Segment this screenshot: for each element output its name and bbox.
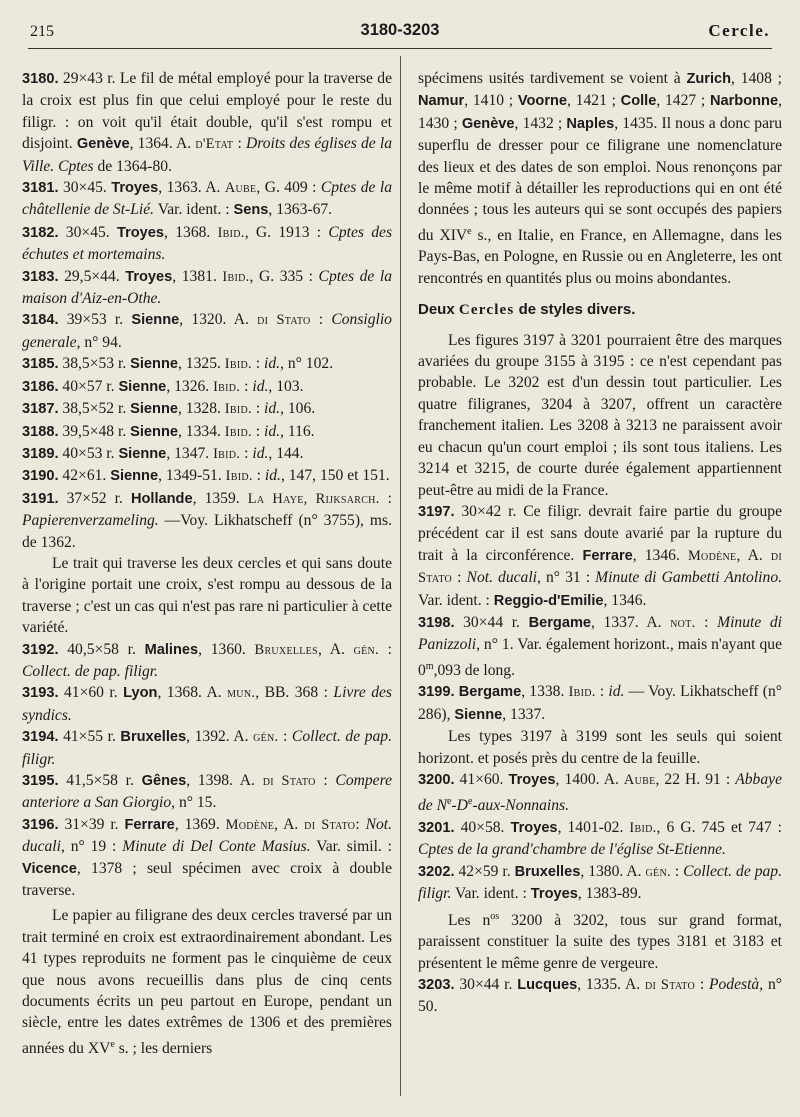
archive-abbrev: Aube: [623, 771, 656, 788]
entry-number: 3194.: [22, 729, 59, 746]
text-run: , 1427 ;: [656, 92, 710, 110]
archive-abbrev: mun.: [227, 685, 256, 702]
text-run: , 144.: [268, 444, 304, 462]
text-run: , 1378 ; seul spécimen avec croix à double traverse.: [22, 859, 392, 900]
archive-abbrev: di Stato: [304, 816, 356, 833]
entry-number: 3203.: [418, 977, 455, 993]
place-name: Colle: [620, 93, 657, 110]
text-run: , 1338.: [521, 683, 569, 701]
text-run: , 1349-51.: [158, 467, 226, 485]
text-run: , 106.: [280, 400, 316, 418]
entry-number: 3186.: [22, 378, 59, 395]
place-name: Troyes: [125, 268, 173, 285]
text-run: , 1359.: [192, 489, 248, 507]
catalog-entry: [22, 443, 392, 465]
archive-abbrev: Ibid.: [213, 445, 241, 462]
catalog-entry: [418, 681, 782, 726]
text-run: , 1410 ;: [464, 92, 518, 110]
text-run: , 116.: [280, 422, 315, 440]
text-run: 29×43 r. Le fil de métal employé pour la traverse de la croix est plus fin que celui employé pour le reste du filigr. : on voit qu'il était double, qu'il s'est rompu et disjoint.: [22, 70, 392, 153]
text-run: 41,5×58 r.: [58, 772, 142, 789]
place-name: Hollande: [130, 490, 193, 507]
source-title: id.: [264, 467, 281, 485]
text-run: 42×59 r.: [454, 862, 515, 880]
text-run: :: [240, 444, 253, 462]
text-run: , 147, 150 et 151.: [280, 467, 390, 485]
place-name: Gênes: [141, 773, 187, 789]
entry-number: 3189.: [22, 445, 59, 462]
source-title: Not. ducali: [22, 815, 393, 856]
text-run: , 1363-67.: [268, 201, 333, 219]
running-header: [30, 20, 770, 46]
place-name: Troyes: [508, 771, 556, 788]
text-run: , 1435. Il nous a donc paru superflu de dresser pour ce filigrane une nomenclature des lieux et des dates de son emploi. Nous renonçons par le même motif à détailler les reproductions qui en ont été données ; tous les auteurs qui se sont occupés des papiers du XIV: [418, 114, 782, 245]
text-run: , 1325.: [178, 355, 225, 373]
text-run: , 1421 ;: [567, 92, 621, 110]
text-run: , 1363. A.: [158, 179, 225, 197]
source-title: Papierenverzameling.: [22, 512, 159, 530]
place-name: Naples: [566, 115, 615, 132]
source-title: Cptes des échutes et mortemains.: [22, 223, 393, 264]
text-run: Les n: [448, 911, 491, 929]
archive-abbrev: Ibid.: [224, 356, 252, 373]
paragraph: [418, 726, 782, 769]
text-run: — Voy. Likhatscheff (n° 286),: [418, 683, 782, 723]
text-run: , 1364. A.: [129, 135, 196, 153]
entry-number: 3182.: [22, 224, 59, 241]
text-run: , 1400. A.: [555, 770, 624, 788]
heading-keyword: Cercles: [458, 302, 515, 319]
source-title: id.: [264, 422, 281, 440]
place-name: Zurich: [686, 71, 732, 87]
text-run: , 1335. A.: [577, 976, 645, 993]
archive-abbrev: Ibid.: [568, 684, 596, 701]
entry-number: 3190.: [22, 468, 59, 485]
superscript: e: [447, 796, 452, 808]
text-run: 40×58.: [454, 818, 511, 836]
text-run: , G. 1913 :: [244, 223, 329, 241]
source-title: Podestà: [708, 976, 760, 993]
text-run: :: [251, 355, 265, 373]
archive-abbrev: Ibid.: [213, 378, 241, 395]
text-run: Var. ident. :: [154, 201, 234, 219]
source-title: Minute di Del Conte Masius.: [122, 838, 311, 856]
place-name: Sienne: [454, 706, 503, 723]
catalog-entry: [22, 682, 392, 726]
text-run: Le trait qui traverse les deux cercles et qui sans doute à l'origine portait une croix, s'est rompu au dessous de la traverse ; c'est un cas qui n'est pas rare ni particulier à cette variété.: [22, 554, 392, 637]
superscript: m: [425, 660, 434, 672]
entry-range: 3180-3203: [360, 21, 440, 39]
text-run: , 1380. A.: [580, 862, 646, 880]
place-name: Sienne: [130, 423, 178, 440]
text-run: —Voy. Likhatscheff (n° 3755), ms. de 1362.: [22, 512, 392, 551]
catalog-entry: [22, 68, 392, 177]
text-run: , A.: [274, 815, 305, 833]
place-name: Bruxelles: [514, 863, 581, 880]
text-run: , 1368. A.: [157, 684, 228, 702]
place-name: Ferrare: [124, 816, 175, 833]
entry-number: 3187.: [22, 401, 59, 418]
text-run: 41×60 r.: [58, 684, 124, 702]
source-title: id.: [252, 377, 269, 395]
place-name: Reggio-d'Emilie: [493, 592, 604, 609]
text-run: 29,5×44.: [58, 267, 126, 285]
text-run: Deux: [418, 301, 459, 319]
text-run: 41×60.: [454, 770, 509, 788]
superscript: os: [490, 910, 500, 922]
catalog-entry: [22, 266, 392, 310]
text-run: , 1392. A.: [186, 728, 254, 746]
text-run: 40,5×58 r.: [58, 640, 145, 658]
source-title: id.: [608, 683, 625, 701]
text-run: , 1326.: [166, 377, 214, 395]
place-name: Troyes: [116, 224, 165, 241]
catalog-entry: [22, 726, 392, 770]
text-run: 30×44 r.: [454, 613, 529, 631]
entry-number: 3184.: [22, 312, 59, 329]
right-column: [418, 68, 782, 1018]
place-name: Narbonne: [709, 93, 779, 110]
place-name: Sienne: [118, 378, 167, 395]
place-name: Sienne: [131, 312, 180, 329]
entry-number: 3193.: [22, 685, 59, 702]
catalog-entry: [22, 814, 392, 902]
entry-number: 3200.: [418, 771, 455, 788]
source-title: -aux-Nonnains.: [472, 797, 569, 815]
place-name: Lucques: [517, 977, 578, 993]
archive-abbrev: Bruxelles: [254, 641, 318, 658]
archive-abbrev: gén.: [253, 729, 279, 746]
text-run: :: [595, 683, 609, 701]
text-run: ,093 de long.: [433, 661, 516, 679]
place-name: Bruxelles: [120, 729, 187, 746]
archive-abbrev: d'Etat: [195, 136, 234, 153]
place-name: Vicence: [22, 860, 77, 877]
archive-abbrev: di Stato: [262, 773, 316, 789]
archive-abbrev: Ibid.: [222, 268, 250, 285]
text-run: , 6 G. 745 et 747 :: [656, 818, 782, 836]
archive-abbrev: Ibid.: [224, 401, 252, 418]
source-title: Compere anteriore a San Giorgio: [22, 772, 393, 812]
text-run: , n° 31 :: [537, 569, 596, 587]
superscript: e: [467, 225, 472, 237]
place-name: Sens: [233, 202, 269, 219]
text-run: Les figures 3197 à 3201 pourraient être des marques avariées du groupe 3155 à 3195 : ce n'est cependant pas probable. Le 3202 est d'un dessin tout particulier. Les quatre filigranes, 3204 à 3207, offrent un caractère franchement italien. Les 3208 à 3213 ne paraissent avoir eu chacun qu'un court emploi ; ils sont tous italiens. Les 3214 et 3215, de courte durée également appartiennent peut-être au midi de la France.: [418, 331, 782, 499]
place-name: Bergame: [458, 684, 522, 701]
place-name: Sienne: [130, 401, 178, 418]
entry-number: 3198.: [418, 614, 455, 631]
text-run: , 1368.: [164, 223, 218, 241]
text-run: :: [310, 311, 332, 329]
catalog-entry: [22, 222, 392, 266]
text-run: , 1328.: [178, 400, 225, 418]
text-run: , 1346.: [603, 591, 647, 609]
source-title: Cptes de la grand'chambre de l'église St-Etienne.: [418, 841, 726, 859]
entry-number: 3185.: [22, 356, 59, 373]
text-run: , 1337.: [502, 705, 546, 723]
text-run: 40×57 r.: [58, 377, 119, 395]
place-name: Troyes: [111, 180, 159, 197]
archive-abbrev: di Stato: [418, 547, 783, 587]
text-run: , 1369.: [174, 815, 226, 833]
text-run: spécimens usités tardivement se voient à: [418, 70, 687, 87]
text-run: , 103.: [268, 377, 304, 395]
place-name: Malines: [144, 641, 199, 658]
place-name: Sienne: [118, 445, 167, 462]
catalog-entry: [418, 501, 782, 612]
source-title: Abbaye de N: [418, 770, 782, 815]
text-run: 3200 à 3202, tous sur grand format, paraissent constituer la suite des types 3181 et 3183 et présentent le même genre de vergeure.: [418, 911, 782, 972]
catalog-entry: [418, 769, 782, 817]
entry-number: 3195.: [22, 773, 59, 789]
text-run: :: [379, 489, 393, 507]
entry-number: 3196.: [22, 816, 59, 833]
text-run: , 1408 ;: [731, 70, 783, 87]
text-run: 30×45.: [58, 223, 117, 241]
entry-number: 3192.: [22, 641, 59, 658]
place-name: Genève: [461, 115, 515, 132]
text-run: Var. simil. :: [310, 838, 393, 856]
entry-number: 3183.: [22, 268, 59, 285]
catalog-entry: [22, 398, 392, 420]
entry-number: 3202.: [418, 863, 455, 880]
text-run: , 1432 ;: [514, 114, 567, 132]
catalog-entry: [22, 353, 392, 375]
place-name: Bergame: [528, 614, 592, 631]
superscript: e: [110, 1038, 115, 1050]
catalog-entry: [22, 309, 392, 353]
source-title: Collect. de pap. filigr.: [22, 728, 392, 768]
archive-abbrev: Modène: [225, 816, 275, 833]
catalog-entry: [22, 770, 392, 814]
place-name: Ferrare: [582, 547, 633, 564]
text-run: 37×52 r.: [58, 489, 131, 507]
paragraph: [418, 906, 782, 974]
text-run: , G. 409 :: [256, 179, 321, 197]
archive-abbrev: gén.: [645, 863, 671, 880]
source-title: Collect. de pap. filigr.: [418, 862, 782, 903]
text-run: :: [233, 135, 246, 153]
source-title: id.: [264, 355, 281, 373]
place-name: Namur: [418, 93, 465, 110]
text-run: de 1364-80.: [93, 157, 172, 175]
entry-number: 3181.: [22, 180, 59, 197]
text-run: :: [251, 422, 265, 440]
text-run: , BB. 368 :: [255, 684, 334, 702]
text-run: 42×61.: [58, 467, 111, 485]
source-title: Minute di Gambetti Antolino.: [595, 569, 783, 587]
source-title: Consiglio generale: [22, 311, 392, 351]
text-run: :: [252, 467, 265, 485]
header-rule: [28, 48, 772, 49]
archive-abbrev: La Haye, Rijksarch.: [247, 490, 380, 507]
archive-abbrev: Aube: [224, 180, 257, 197]
text-run: , 1381.: [172, 267, 223, 285]
text-run: 39×53 r.: [58, 311, 132, 329]
entry-number: 3197.: [418, 503, 455, 520]
archive-abbrev: Ibid.: [629, 819, 657, 836]
text-run: :: [240, 377, 253, 395]
text-run: , 1398. A.: [186, 772, 263, 789]
text-run: , A.: [736, 546, 771, 564]
place-name: Troyes: [510, 819, 558, 836]
source-title: id.: [252, 444, 269, 462]
column-rule: [400, 56, 401, 1096]
archive-abbrev: di Stato: [257, 312, 311, 329]
entry-number: 3188.: [22, 423, 59, 440]
text-run: :: [278, 728, 292, 746]
paragraph: [22, 553, 392, 639]
text-run: s., en Italie, en France, en Allemagne, dans les Pays-Bas, en Pologne, en Russie ou en Angleterre, les ont rencontrés en quantités plus ou moins abondantes.: [418, 227, 782, 287]
source-title: Minute di Panizzoli: [418, 613, 782, 654]
text-run: Var. ident. :: [451, 885, 531, 903]
place-name: Troyes: [530, 886, 578, 903]
archive-abbrev: Ibid.: [224, 423, 252, 440]
text-run: 38,5×52 r.: [58, 400, 131, 418]
catalog-entry: [418, 612, 782, 681]
catalog-entry: [22, 376, 392, 398]
text-run: de styles divers.: [514, 301, 636, 319]
text-run: , 1383-89.: [577, 885, 642, 903]
text-run: 39,5×48 r.: [58, 422, 131, 440]
section-heading: [418, 299, 782, 321]
catalog-entry: [22, 488, 392, 553]
text-run: 30×42 r. Ce filigr. devrait faire partie du groupe précédent car il est sans doute avarié par la rupture du trait à la circonférence.: [418, 502, 782, 564]
source-title: Collect. de pap. filigr.: [22, 662, 159, 680]
archive-abbrev: gén.: [353, 641, 379, 658]
text-run: , n° 1. Var. également horizont., mais n'ayant que 0: [418, 636, 782, 679]
catalog-entry: [418, 861, 782, 906]
text-run: s. ; les derniers: [114, 1040, 213, 1058]
text-run: , n° 50.: [418, 976, 782, 1016]
text-run: :: [251, 400, 265, 418]
text-run: 41×55 r.: [58, 728, 121, 746]
left-column: [22, 68, 392, 1059]
text-run: 40×53 r.: [58, 444, 119, 462]
place-name: Sienne: [130, 356, 178, 373]
source-title: Not. ducali: [466, 569, 538, 587]
place-name: Sienne: [110, 468, 159, 485]
text-run: , 1337. A.: [591, 613, 671, 631]
text-run: :: [670, 862, 684, 880]
source-title: id.: [264, 400, 281, 418]
entry-number: 3199.: [418, 684, 455, 701]
text-run: Var. ident. :: [418, 591, 494, 609]
text-run: :: [695, 613, 718, 631]
text-run: Les types 3197 à 3199 sont les seuls qui soient horizont. et posés près du centre de la feuille.: [418, 728, 782, 767]
text-run: , 1401-02.: [557, 818, 630, 836]
archive-abbrev: Modène: [687, 547, 737, 564]
text-run: 30×44 r.: [454, 976, 518, 993]
catalog-entry: [22, 465, 392, 487]
text-run: , 1360.: [198, 640, 255, 658]
text-run: :: [315, 772, 336, 789]
text-run: , n° 102.: [280, 355, 334, 373]
source-title: Cptes de la maison d'Aiz-en-Othe.: [22, 267, 393, 308]
paragraph: [418, 68, 782, 289]
text-run: 38,5×53 r.: [58, 355, 131, 373]
entry-number: 3180.: [22, 71, 59, 87]
place-name: Genève: [76, 136, 130, 153]
text-run: :: [355, 815, 366, 833]
archive-abbrev: Ibid.: [225, 468, 253, 485]
text-run: :: [452, 569, 467, 587]
text-run: , 1346.: [632, 546, 688, 564]
place-name: Lyon: [123, 685, 158, 702]
text-run: 30×45.: [58, 179, 112, 197]
entry-number: 3201.: [418, 819, 455, 836]
text-run: :: [695, 976, 709, 993]
text-run: , n° 94.: [76, 333, 122, 351]
section-title: Cercle.: [708, 21, 770, 40]
catalog-entry: [22, 177, 392, 222]
text-run: Le papier au filigrane des deux cercles traversé par un trait terminé en croix est extraordinairement abondant. Les 41 types reproduits ne forment pas le cinquième de ceux que nous avons recueillis dans plus de cinq cents documents écrits un peu partout en Europe, pendant un siècle, entre les dates extrêmes de 1306 et des premières années du XV: [22, 907, 392, 1058]
text-run: , 1334.: [178, 422, 225, 440]
paragraph: [418, 330, 782, 501]
archive-abbrev: not.: [670, 614, 696, 631]
text-run: , A.: [317, 640, 354, 658]
entry-number: 3191.: [22, 490, 59, 507]
text-run: , n° 15.: [171, 794, 217, 812]
source-title: Livre des syndics.: [22, 684, 392, 724]
source-title: -D: [451, 797, 468, 815]
place-name: Voorne: [517, 93, 568, 110]
source-title: Droits des églises de la Ville. Cptes: [22, 135, 392, 175]
text-run: , G. 335 :: [249, 267, 319, 285]
text-run: , 1430 ;: [418, 92, 782, 132]
catalog-entry: [418, 974, 782, 1018]
text-run: , 22 H. 91 :: [655, 770, 736, 788]
catalog-entry: [22, 421, 392, 443]
text-run: 31×39 r.: [58, 815, 125, 833]
text-run: :: [378, 640, 393, 658]
source-title: Cptes de la châtellenie de St-Lié.: [22, 179, 393, 219]
paragraph: [22, 905, 392, 1059]
superscript: e: [467, 796, 473, 808]
archive-abbrev: di Stato: [644, 977, 696, 993]
page-number: 215: [30, 23, 54, 40]
text-run: , n° 19 :: [60, 838, 123, 856]
catalog-entry: [22, 639, 392, 683]
catalog-entry: [418, 817, 782, 861]
text-run: , 1347.: [166, 444, 214, 462]
archive-abbrev: Ibid.: [217, 224, 245, 241]
text-run: , 1320. A.: [179, 311, 258, 329]
